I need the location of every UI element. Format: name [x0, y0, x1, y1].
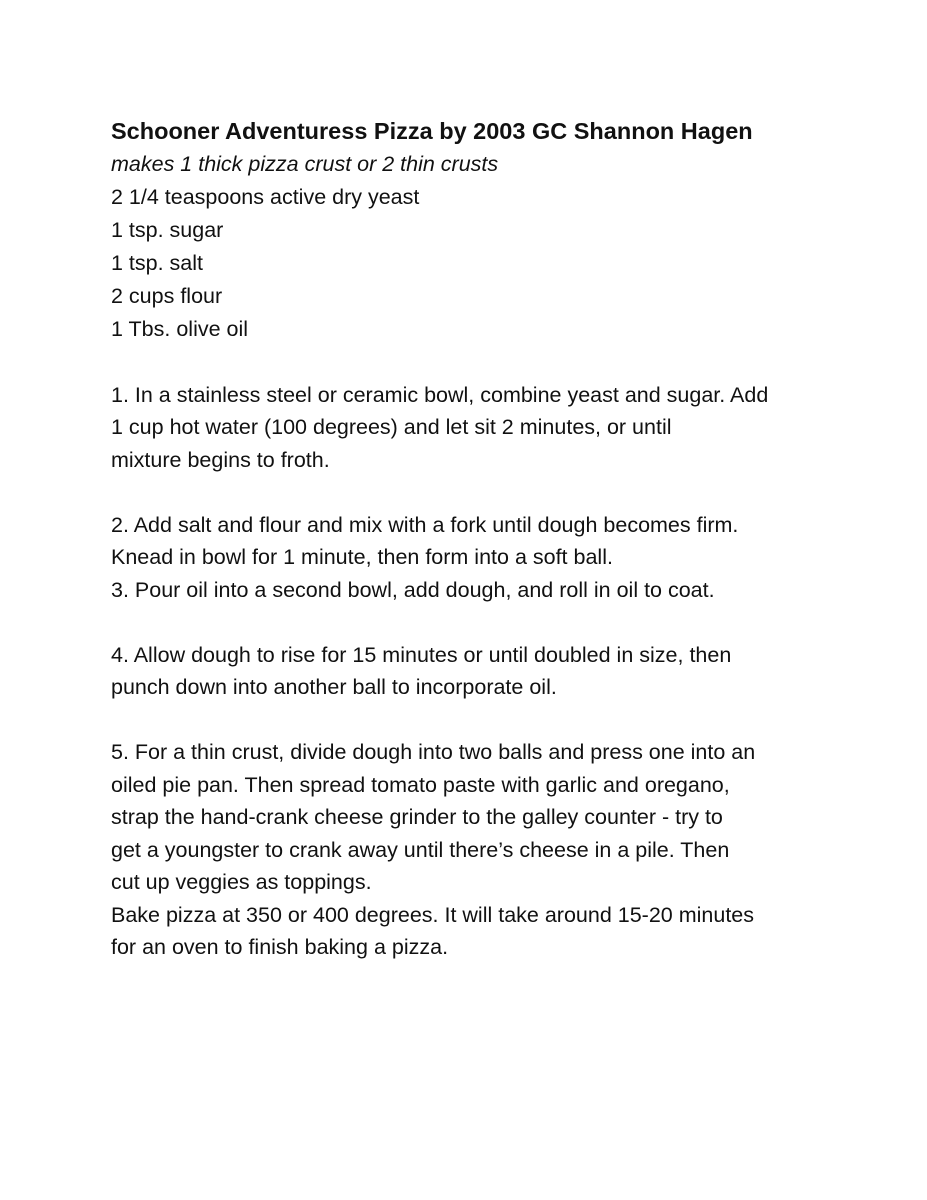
- ingredient-list: [111, 181, 901, 346]
- step-text-line: 3. Pour oil into a second bowl, add dough, and roll in oil to coat.: [111, 577, 715, 602]
- step-text-line: Knead in bowl for 1 minute, then form into a soft ball.: [111, 545, 613, 569]
- step-text-line: oiled pie pan. Then spread tomato paste with garlic and oregano,: [111, 772, 730, 797]
- step-text-line: 4. Allow dough to rise for 15 minutes or until doubled in size, then: [111, 642, 732, 667]
- ingredient-item: 2 1/4 teaspoons active dry yeast: [111, 185, 420, 209]
- step-text-line: get a youngster to crank away until there’s cheese in a pile. Then: [111, 837, 730, 862]
- spacer: [111, 346, 901, 379]
- step-text-line: mixture begins to froth.: [111, 447, 330, 472]
- recipe-page: [111, 114, 901, 964]
- spacer: [111, 606, 901, 639]
- spacer: [111, 476, 901, 509]
- step-text-line: 2. Add salt and flour and mix with a fork until dough becomes firm.: [111, 512, 739, 537]
- recipe-title: Schooner Adventuress Pizza by 2003 GC Shannon Hagen: [111, 118, 753, 144]
- ingredient-item: 1 tsp. sugar: [111, 218, 224, 242]
- step-text-line: for an oven to finish baking a pizza.: [111, 935, 449, 959]
- ingredient-item: 1 tsp. salt: [111, 251, 204, 275]
- instructions: [111, 379, 901, 964]
- ingredient-item: 1 Tbs. olive oil: [111, 317, 249, 341]
- step-text-line: 1 cup hot water (100 degrees) and let sit 2 minutes, or until: [111, 415, 672, 439]
- step-4: [111, 639, 901, 704]
- step-text-line: strap the hand-crank cheese grinder to the galley counter - try to: [111, 805, 723, 829]
- step-1: [111, 379, 901, 477]
- step-text-line: punch down into another ball to incorporate oil.: [111, 675, 557, 699]
- step-2: [111, 509, 901, 574]
- step-text-line: cut up veggies as toppings.: [111, 870, 372, 894]
- bake-instructions: [111, 899, 901, 964]
- spacer: [111, 704, 901, 737]
- step-text-line: 1. In a stainless steel or ceramic bowl, combine yeast and sugar. Add: [111, 382, 769, 407]
- step-5: [111, 736, 901, 899]
- ingredient-item: 2 cups flour: [111, 284, 223, 308]
- recipe-yield: makes 1 thick pizza crust or 2 thin crusts: [111, 152, 499, 176]
- step-text-line: 5. For a thin crust, divide dough into two balls and press one into an: [111, 740, 756, 764]
- step-text-line: Bake pizza at 350 or 400 degrees. It will take around 15-20 minutes: [111, 902, 754, 927]
- step-3: [111, 574, 901, 607]
